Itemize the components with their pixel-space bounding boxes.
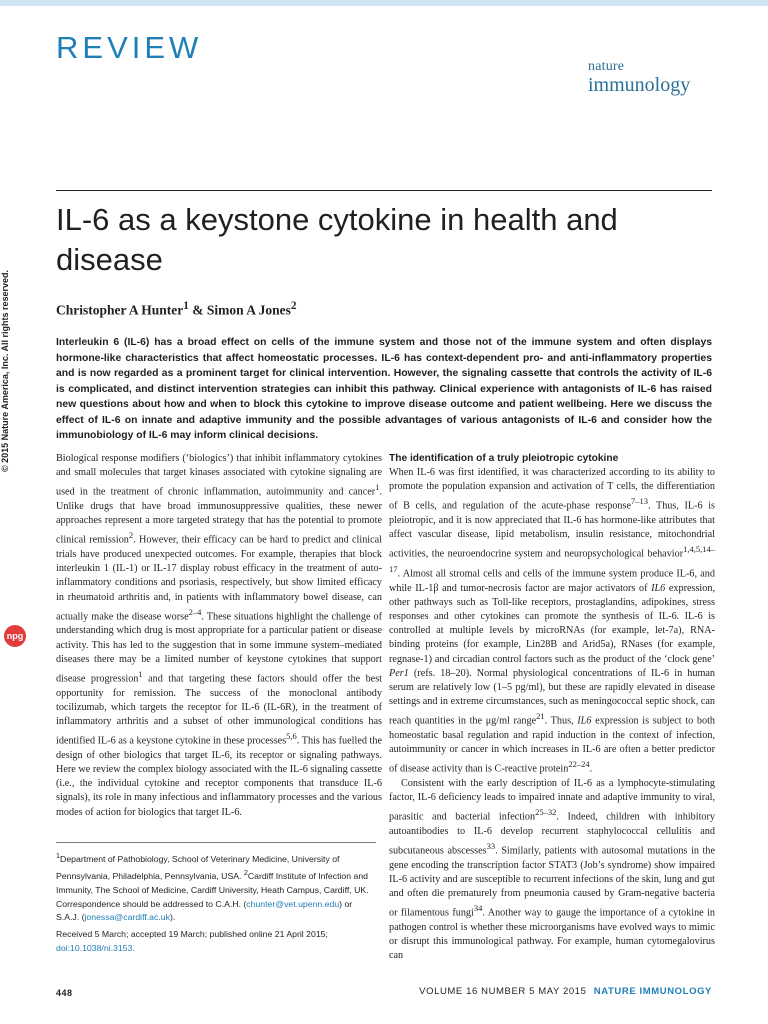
- volume-info: VOLUME 16 NUMBER 5 MAY 2015: [419, 986, 587, 997]
- article-title: IL-6 as a keystone cytokine in health and disease: [56, 202, 618, 277]
- body-paragraph-1: When IL-6 was first identified, it was characterized according to its ability to promote the population expansion and activation of T cells, the differentiation of B cells, and regulation of the acute-phase response$^{7-13}$. Thus, IL-6 is pleiotropic, and it is now appreciated that IL-6 has hormone-like attributes that affect vascular disease, lipid metabolism, insulin resistance, mitochondrial activities, the neuroendocrine system and neuropsychological behavior$^{1,4,5,14-17}$. Almost all stromal cells and cells of the immune system produce IL-6, and while IL-1β and tumor-necrosis factor are major activators of IL6 expression, other pathways such as Toll-like receptors, prostaglandins, adipokines, stress responses and other cytokines can promote the synthesis of IL-6. IL-6 is controlled at multiple levels by microRNAs (for example, let-7a), RNA-binding proteins (for example, Lin28B and Arid5a), RNases (for example, regnase-1) and circadian control factors such as the product of the ‘clock gene’ Per1 (refs. 18–20). Normal physiological concentrations of IL-6 in human serum are relatively low (1–5 pg/ml), but these are rapidly elevated in disease settings and in extreme circumstances, such as meningococcal septic shock, can reach quantities in the μg/ml range$^{21}$. Thus, IL6 expression is subject to both homeostatic basal regulation and rapid induction in the context of infection, autoimmunity or cancer in which increases in IL-6 are often a better predictor of disease activity than is C-reactive protein$^{22-24}$.: [389, 467, 715, 775]
- received-dates: Received 5 March; accepted 19 March; published online 21 April 2015;: [56, 929, 328, 939]
- body-paragraph-2: Consistent with the early description of IL-6 as a lymphocyte-stimulating factor, IL-6 deficiency leads to impaired innate and adaptive immunity to viral, parasitic and bacterial infection$^{25-32}$. Indeed, children with inhibitory autoantibodies to IL-6 develop recurrent staphylococcal cellulitis and subcutaneous abscesses$^{33}$. Similarly, patients with autosomal mutations in the gene encoding the transcription factor STAT3 (Job’s syndrome) show impaired IL-6 activity and are susceptible to recurrent infections of the skin, lung and gut and often die prematurely from pneumonia caused by Gram-negative bacteria or filamentous fungi$^{34}$. Another way to gauge the importance of a cytokine in pathogen control is whether these microorganisms have evolved ways to mimic or disrupt this immunological pathway. For example, human cytomegalovirus can: [389, 778, 716, 962]
- affiliations-text: $^1$Department of Pathobiology, School of Veterinary Medicine, University of Pennsylvania, Philadelphia, Pennsylvania, USA. $^2$Cardiff Institute of Infection and Immunity, The School of Medicine, Cardiff University, Heath Campus, Cardiff, UK. Correspondence should be addressed to C.A.H. (chunter@vet.upenn.edu) or S.A.J. (jonessa@cardiff.ac.uk).: [56, 851, 369, 923]
- journal-logo: [588, 60, 718, 95]
- affiliation-footnote: [56, 842, 376, 925]
- header-color-band: [0, 0, 768, 6]
- abstract: Interleukin 6 (IL-6) has a broad effect on cells of the immune system and those not of the immune system and often displays hormone-like characteristics that affect homeostatic processes. IL-6 has context-dependent pro- and anti-inflammatory properties and is now regarded as a prominent target for clinical intervention. However, the signaling cassette that controls the activity of IL-6 is complicated, and distinct intervention strategies can inhibit this pathway. Clinical experience with antagonists of IL-6 has raised new questions about how and when to block this cytokine to improve disease outcome and patient wellbeing. Here we discuss the effect of IL-6 on innate and adaptive immunity and the possible advantages of various antagonists of IL-6 and consider how the immunobiology of IL-6 may inform clinical decisions.: [56, 337, 712, 441]
- npg-logo: npg: [4, 625, 26, 647]
- journal-logo-nature: nature: [588, 59, 625, 74]
- footer-journal-info: [419, 986, 712, 997]
- title-rule: [56, 190, 712, 191]
- copyright-notice: © 2015 Nature America, Inc. All rights reserved.: [0, 269, 10, 472]
- journal-logo-immunology: immunology: [588, 74, 691, 96]
- author-list: Christopher A Hunter$^1$ & Simon A Jones$^2$: [56, 300, 297, 318]
- publication-history: [56, 928, 376, 955]
- intro-paragraph: Biological response modifiers (‘biologics’) that inhibit inflammatory cytokines and small molecules that target kinases associated with cytokine signaling are used in the treatment of chronic inflammation, autoimmunity and cancer$^1$. Unlike drugs that have broad immunosuppressive qualities, these newer approaches represent a more targeted strategy that has the potential to promote clinical remission$^2$. However, their efficacy can be hard to predict and clinical trials have produced unexpected outcomes. For example, therapies that block interleukin 1 (IL-1) or IL-17 display robust efficacy in the treatment of auto-inflammatory conditions and psoriasis, respectively, but show limited efficacy in rheumatoid arthritis and, in patients with inflammatory bowel disease, can actually make the disease worse$^{2-4}$. These situations highlight the challenge of understanding which drug is most appropriate for a particular patient or disease activity. This has led to the suggestion that in some immune system–mediated diseases there may be a limited number of keystone cytokines that support disease progression$^1$ and that targeting these factors should offer the best opportunity for remission. The success of the monoclonal antibody tocilizumab, which targets the receptor for IL-6 (IL-6R), in the treatment of inflammatory arthritis and a subset of other immunological conditions has identified IL-6 as a keystone cytokine in these processes$^{5,6}$. This has fuelled the design of other biologics that target IL-6, its receptor or signaling pathways. Here we review the complex biology associated with the IL-6 signaling cassette (i.e., the individual cytokine and receptor components that transduce IL-6 signals), its role in many infectious and inflammatory processes and the various modes of action for biologics that target IL-6.: [56, 453, 383, 818]
- left-column: [56, 452, 382, 820]
- section-label: REVIEW: [56, 30, 203, 65]
- right-column: [389, 452, 715, 964]
- page-number: 448: [56, 988, 73, 998]
- footer-journal-name: NATURE IMMUNOLOGY: [593, 986, 712, 997]
- doi-link[interactable]: doi:10.1038/ni.3153.: [56, 942, 135, 953]
- section-heading: The identification of a truly pleiotropic cytokine: [389, 453, 619, 464]
